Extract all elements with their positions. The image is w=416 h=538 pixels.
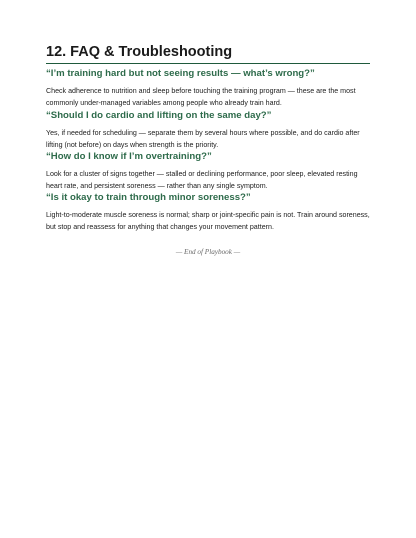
faq-answer: Check adherence to nutrition and sleep before touching the training program — these are the most commonly under-managed variables among people who already train hard. bbox=[46, 87, 356, 107]
title-divider bbox=[46, 63, 370, 64]
faq-item bbox=[46, 110, 370, 151]
faq-item bbox=[46, 68, 370, 109]
faq-question: “How do I know if I’m overtraining?” bbox=[46, 151, 212, 162]
faq-answer: Yes, if needed for scheduling — separate them by several hours where possible, and do cardio after lifting (not before) on days when strength is the priority. bbox=[46, 129, 360, 149]
faq-question: “Is it okay to train through minor soreness?” bbox=[46, 192, 251, 203]
faq-answer: Light-to-moderate muscle soreness is normal; sharp or joint-specific pain is not. Train around soreness, but stop and reassess for anything that changes your movement pattern. bbox=[46, 211, 370, 231]
section-title: 12. FAQ & Troubleshooting bbox=[46, 44, 233, 60]
faq-question: “Should I do cardio and lifting on the same day?” bbox=[46, 110, 272, 121]
faq-question: “I’m training hard but not seeing results — what’s wrong?” bbox=[46, 68, 315, 79]
faq-answer: Look for a cluster of signs together — stalled or declining performance, poor sleep, elevated resting heart rate, and persistent soreness — rather than any single symptom. bbox=[46, 170, 358, 190]
faq-item bbox=[46, 151, 370, 192]
faq-item bbox=[46, 192, 370, 233]
end-of-playbook-note: — End of Playbook — bbox=[175, 248, 241, 256]
